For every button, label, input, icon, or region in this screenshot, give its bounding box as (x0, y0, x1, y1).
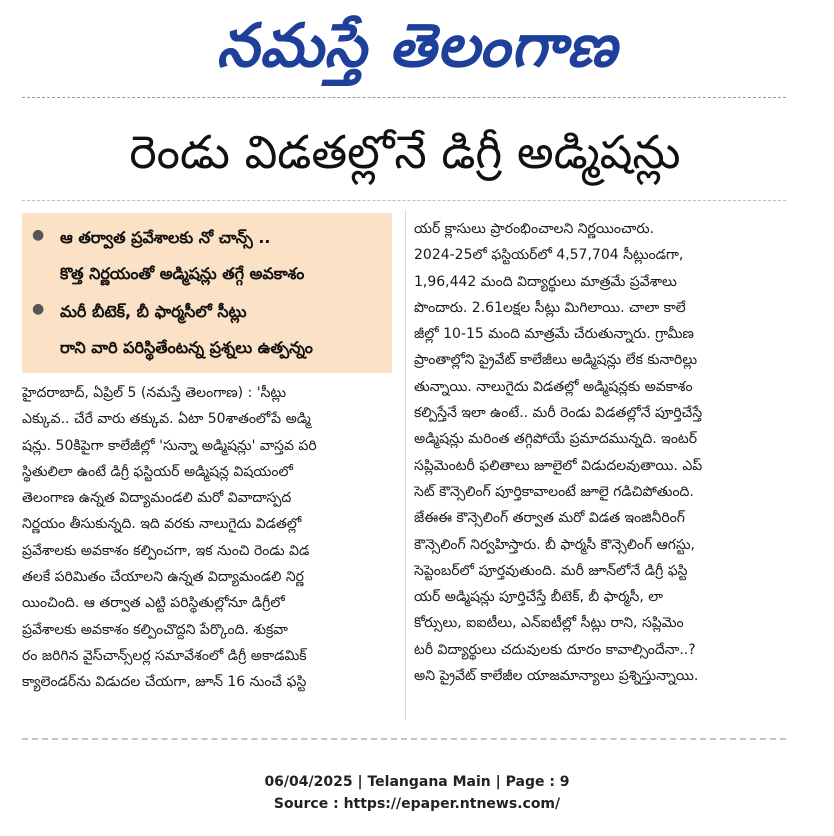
body-line: జేఈఈ కౌన్సెలింగ్ తర్వాత మరో విడత ఇంజినీరింగ్ (414, 510, 685, 527)
highlight-line: ఆ తర్వాత ప్రవేశాలకు నో చాన్స్ .. (60, 228, 271, 247)
footer-source: Source : https://epaper.ntnews.com/ (273, 796, 561, 812)
body-line: 1,96,442 మంది విద్యార్థులు మాత్రమే ప్రవేశాలు (414, 273, 677, 290)
body-line: రం జరిగిన వైస్‌చాన్స్‌లర్ల సమావేశంలో డిగ్రీ అకాడమిక్ (22, 647, 307, 664)
body-line: ఎక్కువ.. చేరే వారు తక్కువ. ఏటా 50శాతంలోపే అడ్మి (22, 411, 311, 428)
highlight-line: కొత్త నిర్ణయంతో అడ్మిషన్లు తగ్గే అవకాశం (60, 264, 305, 283)
body-line: సప్లిమెంటరీ ఫలితాలు జూలైలో విడుదలవుతాయి. ఎప్ (414, 457, 703, 474)
body-line: తలకే పరిమితం చేయాలని ఉన్నత విద్యామండలి నిర్ణ (22, 569, 304, 586)
bottom-divider (22, 738, 786, 740)
body-line: స్థితులిలా ఉంటే డిగ్రీ ఫస్టియర్ అడ్మిషన్ల విషయంలో (22, 463, 293, 480)
highlight-line: రాని వారి పరిస్థితేంటన్న ప్రశ్నలు ఉత్పన్నం (60, 338, 313, 357)
highlights-box (22, 213, 392, 373)
article-headline: రెండు విడతల్లోనే డిగ్రీ అడ్మిషన్లు (129, 125, 681, 179)
top-divider (22, 97, 786, 98)
highlight-item (32, 227, 386, 291)
body-line: జీల్లో 10-15 మంది మాత్రమే చేరుతున్నారు. గ్రామీణ (414, 326, 694, 343)
highlight-line: మరీ బీటెక్, బీ ఫార్మసీలో సీట్లు (60, 302, 247, 321)
body-line: కౌన్సెలింగ్ నిర్వహిస్తారు. బీ ఫార్మసీ కౌన్సెలింగ్ ఆగస్టు, (414, 536, 696, 553)
column-divider (405, 210, 406, 720)
body-line: పొందారు. 2.61లక్షల సీట్లు మిగిలాయి. చాలా కాలే (414, 299, 686, 316)
article-left-column (22, 380, 398, 696)
body-line: యర్ అడ్మిషన్లు పూర్తిచేస్తే బీటెక్, బీ ఫార్మసీ, లా (414, 589, 663, 606)
body-line: కోర్సులు, ఐఐటీలు, ఎన్ఐటీల్లో సీట్లు రాని, సప్లిమెం (414, 615, 684, 632)
body-line: టరీ విద్యార్థులు చదువులకు దూరం కావాల్సిందేనా..? (414, 641, 696, 658)
masthead-logo: నమస్తే తెలంగాణ (216, 11, 618, 81)
body-line: ప్రవేశాలకు అవకాశం కల్పించగా, ఇక నుంచి రెండు విడ (22, 542, 310, 559)
body-line: ప్రవేశాలకు అవకాశం కల్పించొద్దని పేర్కొంది. శుక్రవా (22, 621, 288, 638)
footer-edition-info: 06/04/2025 | Telangana Main | Page : 9 (264, 774, 570, 790)
body-line: నిర్ణయం తీసుకున్నది. ఇది వరకు నాలుగైదు విడతల్లో (22, 516, 302, 533)
body-line: అని ప్రైవేట్ కాలేజీల యాజమాన్యాలు ప్రశ్నిస్తున్నాయి. (414, 668, 699, 685)
body-line: తున్నాయి. నాలుగైదు విడతల్లో అడ్మిషన్లకు అవకాశం (414, 378, 693, 395)
headline-divider (22, 200, 786, 201)
body-line: హైదరాబాద్, ఏప్రిల్ 5 (నమస్తే తెలంగాణ) : 'సీట్లు (22, 385, 287, 401)
body-line: యించింది. ఆ తర్వాత ఎట్టి పరిస్థితుల్లోనూ డిగ్రీలో (22, 595, 285, 612)
body-line: యర్ క్లాసులు ప్రారంభించాలని నిర్ణయించారు. (414, 221, 654, 237)
body-line: అడ్మిషన్లు మరింత తగ్గిపోయే ప్రమాదమున్నది. ఇంటర్ (414, 431, 698, 448)
body-line: క్యాలెండర్‌ను విడుదల చేయగా, జూన్ 16 నుంచే ఫస్టి (22, 674, 307, 691)
body-line: కల్పిస్తేనే ఇలా ఉంటే.. మరీ రెండు విడతల్లోనే పూర్తిచేస్తే (414, 405, 703, 422)
bullet-icon: ● (32, 227, 45, 243)
highlight-item (32, 301, 386, 365)
body-line: తెలంగాణ ఉన్నత విద్యామండలి మరో వివాదాస్పద (22, 490, 292, 507)
article-right-column (414, 216, 786, 689)
newspaper-masthead (0, 6, 834, 86)
body-line: సెట్ కౌన్సెలింగ్ పూర్తికావాలంటే జూలై గడిచిపోతుంది. (414, 483, 694, 500)
bullet-icon: ● (32, 301, 45, 317)
body-line: 2024-25లో ఫస్టియర్‌లో 4,57,704 సీట్లుండగా, (414, 247, 684, 264)
body-line: షన్లు. 50కిపైగా కాలేజీల్లో 'సున్నా అడ్మిషన్లు' వాస్తవ పరి (22, 437, 317, 454)
body-line: ప్రాంతాల్లోని ప్రైవేట్ కాలేజీలు అడ్మిషన్లు లేక కునారిల్లు (414, 352, 698, 369)
body-line: సెప్టెంబర్‌లో పూర్తవుతుంది. మరీ జూన్‌లోనే డిగ్రీ ఫస్టి (414, 562, 688, 579)
